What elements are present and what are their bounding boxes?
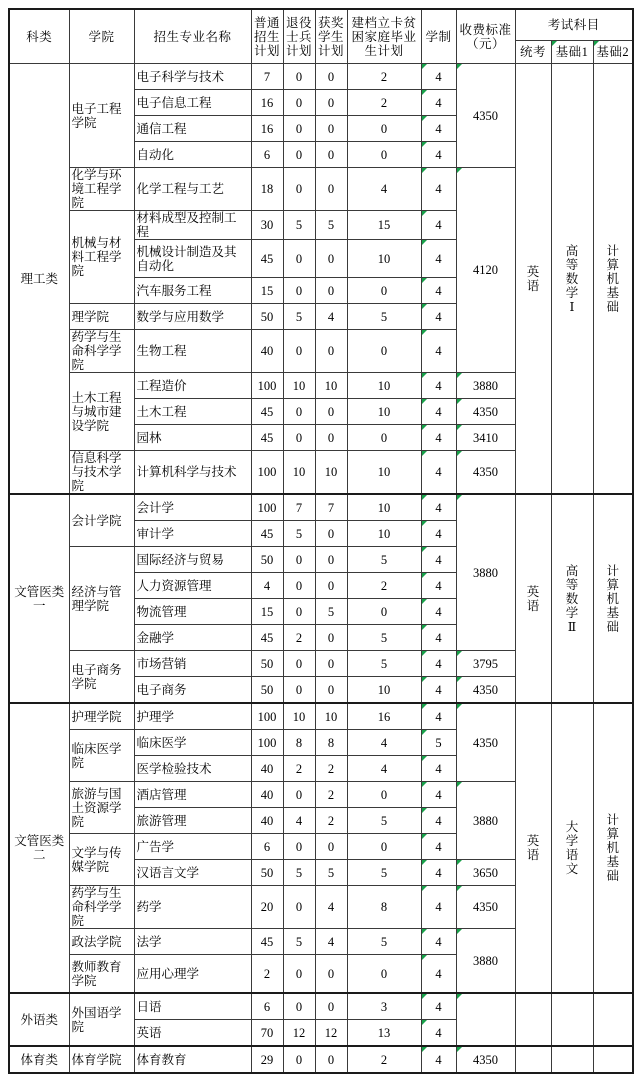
plan-award-cell: 0 (315, 142, 347, 168)
plan-award-cell: 10 (315, 451, 347, 495)
duration-cell: 4 (421, 399, 456, 425)
plan-general-cell: 40 (251, 756, 283, 782)
plan-veteran-cell: 2 (283, 625, 315, 651)
plan-poverty-cell: 13 (347, 1020, 421, 1047)
plan-general-cell: 40 (251, 808, 283, 834)
major-name-cell: 广告学 (134, 834, 251, 860)
plan-general-cell: 16 (251, 90, 283, 116)
plan-award-cell: 4 (315, 929, 347, 955)
plan-award-cell: 0 (315, 625, 347, 651)
plan-award-cell: 0 (315, 521, 347, 547)
header-exam-group: 考试科目 (515, 9, 633, 41)
major-name-cell: 日语 (134, 993, 251, 1020)
plan-general-cell: 16 (251, 116, 283, 142)
table-header (9, 9, 633, 64)
plan-poverty-cell: 5 (347, 651, 421, 677)
plan-veteran-cell: 0 (283, 240, 315, 278)
plan-veteran-cell: 0 (283, 547, 315, 573)
plan-award-cell: 0 (315, 425, 347, 451)
major-name-cell: 电子商务 (134, 677, 251, 704)
fee-cell: 4350 (456, 64, 515, 168)
table-row (9, 494, 633, 521)
college-cell: 理学院 (69, 304, 134, 330)
duration-cell: 4 (421, 90, 456, 116)
header-exam-base1: 基础1 (551, 41, 593, 64)
fee-cell: 4350 (456, 677, 515, 704)
duration-cell: 4 (421, 373, 456, 399)
category-cell-4: 体育类 (9, 1046, 69, 1073)
exam-base2-cell (593, 993, 633, 1046)
exam-unified-cell (515, 494, 551, 703)
plan-veteran-cell: 0 (283, 677, 315, 704)
plan-poverty-cell: 2 (347, 1046, 421, 1073)
exam-base2-cell (593, 64, 633, 495)
duration-cell: 4 (421, 886, 456, 929)
college-cell: 信息科学与技术学院 (69, 451, 134, 495)
plan-general-cell: 50 (251, 651, 283, 677)
duration-cell: 4 (421, 1046, 456, 1073)
plan-poverty-cell: 2 (347, 64, 421, 90)
plan-general-cell: 40 (251, 330, 283, 373)
plan-veteran-cell: 5 (283, 860, 315, 886)
college-cell: 电子工程学院 (69, 64, 134, 168)
plan-poverty-cell: 5 (347, 625, 421, 651)
plan-award-cell: 7 (315, 494, 347, 521)
plan-veteran-cell: 7 (283, 494, 315, 521)
plan-general-cell: 100 (251, 373, 283, 399)
header-college: 学院 (69, 9, 134, 64)
duration-cell: 4 (421, 756, 456, 782)
fee-cell: 4350 (456, 1046, 515, 1073)
招生计划表 (8, 8, 634, 1074)
table-row (9, 703, 633, 730)
duration-cell: 4 (421, 677, 456, 704)
duration-cell: 4 (421, 64, 456, 90)
fee-cell: 3880 (456, 373, 515, 399)
college-cell: 旅游与国土资源学院 (69, 782, 134, 834)
plan-veteran-cell: 5 (283, 929, 315, 955)
duration-cell: 4 (421, 240, 456, 278)
fee-cell (456, 993, 515, 1046)
table-row (9, 1046, 633, 1073)
plan-award-cell: 0 (315, 1046, 347, 1073)
plan-general-cell: 20 (251, 886, 283, 929)
plan-award-cell: 0 (315, 955, 347, 994)
exam-unified-cell (515, 993, 551, 1046)
plan-poverty-cell: 10 (347, 494, 421, 521)
duration-cell: 4 (421, 451, 456, 495)
fee-cell: 4120 (456, 168, 515, 373)
fee-cell: 4350 (456, 703, 515, 782)
duration-cell: 4 (421, 494, 456, 521)
plan-award-cell: 0 (315, 651, 347, 677)
plan-award-cell: 8 (315, 730, 347, 756)
vertical-text: 大学语文 (565, 820, 579, 876)
plan-veteran-cell: 5 (283, 211, 315, 240)
plan-general-cell: 100 (251, 703, 283, 730)
header-plan-veteran: 退役士兵计划 (283, 9, 315, 64)
major-name-cell: 计算机科学与技术 (134, 451, 251, 495)
plan-veteran-cell: 0 (283, 834, 315, 860)
plan-general-cell: 30 (251, 211, 283, 240)
plan-award-cell: 10 (315, 373, 347, 399)
major-name-cell: 药学 (134, 886, 251, 929)
major-name-cell: 电子信息工程 (134, 90, 251, 116)
plan-veteran-cell: 5 (283, 521, 315, 547)
duration-cell: 4 (421, 834, 456, 860)
category-cell-1: 文管医类一 (9, 494, 69, 703)
plan-poverty-cell: 3 (347, 993, 421, 1020)
fee-cell: 4350 (456, 399, 515, 425)
plan-poverty-cell: 5 (347, 929, 421, 955)
duration-cell: 4 (421, 168, 456, 211)
major-name-cell: 生物工程 (134, 330, 251, 373)
major-name-cell: 英语 (134, 1020, 251, 1047)
plan-award-cell: 0 (315, 547, 347, 573)
vertical-text: 高等数学Ⅱ (565, 563, 579, 634)
header-category: 科类 (9, 9, 69, 64)
table-row (9, 64, 633, 90)
plan-poverty-cell: 0 (347, 116, 421, 142)
plan-award-cell: 4 (315, 304, 347, 330)
table-body (9, 64, 633, 1074)
plan-veteran-cell: 12 (283, 1020, 315, 1047)
plan-veteran-cell: 10 (283, 373, 315, 399)
plan-award-cell: 2 (315, 808, 347, 834)
college-cell: 机械与材料工程学院 (69, 211, 134, 304)
plan-general-cell: 29 (251, 1046, 283, 1073)
plan-general-cell: 15 (251, 278, 283, 304)
duration-cell: 4 (421, 278, 456, 304)
major-name-cell: 通信工程 (134, 116, 251, 142)
plan-veteran-cell: 0 (283, 116, 315, 142)
fee-cell: 3880 (456, 929, 515, 994)
plan-veteran-cell: 0 (283, 573, 315, 599)
plan-award-cell: 2 (315, 782, 347, 808)
plan-poverty-cell: 10 (347, 677, 421, 704)
vertical-text: 英语 (526, 264, 540, 293)
major-name-cell: 汉语言文学 (134, 860, 251, 886)
plan-poverty-cell: 2 (347, 90, 421, 116)
major-name-cell: 机械设计制造及其自动化 (134, 240, 251, 278)
plan-general-cell: 45 (251, 240, 283, 278)
plan-veteran-cell: 8 (283, 730, 315, 756)
exam-unified-cell (515, 1046, 551, 1073)
plan-veteran-cell: 4 (283, 808, 315, 834)
plan-veteran-cell: 0 (283, 886, 315, 929)
duration-cell: 4 (421, 304, 456, 330)
plan-general-cell: 18 (251, 168, 283, 211)
major-name-cell: 酒店管理 (134, 782, 251, 808)
vertical-text: 英语 (526, 584, 540, 613)
vertical-text: 计算机基础 (606, 813, 619, 883)
category-cell-0: 理工类 (9, 64, 69, 495)
vertical-text: 计算机基础 (606, 563, 619, 634)
major-name-cell: 土木工程 (134, 399, 251, 425)
plan-general-cell: 100 (251, 494, 283, 521)
major-name-cell: 自动化 (134, 142, 251, 168)
major-name-cell: 工程造价 (134, 373, 251, 399)
exam-base2-cell (593, 494, 633, 703)
exam-unified-cell (515, 64, 551, 495)
fee-cell: 3410 (456, 425, 515, 451)
header-plan-poverty: 建档立卡贫困家庭毕业生计划 (347, 9, 421, 64)
college-cell: 会计学院 (69, 494, 134, 547)
plan-poverty-cell: 0 (347, 142, 421, 168)
category-cell-2: 文管医类二 (9, 703, 69, 993)
college-cell: 政法学院 (69, 929, 134, 955)
plan-award-cell: 0 (315, 168, 347, 211)
plan-general-cell: 45 (251, 929, 283, 955)
major-name-cell: 会计学 (134, 494, 251, 521)
header-plan-award: 获奖学生计划 (315, 9, 347, 64)
plan-poverty-cell: 0 (347, 955, 421, 994)
duration-cell: 4 (421, 211, 456, 240)
plan-poverty-cell: 0 (347, 278, 421, 304)
duration-cell: 4 (421, 703, 456, 730)
plan-veteran-cell: 2 (283, 756, 315, 782)
plan-poverty-cell: 0 (347, 330, 421, 373)
plan-award-cell: 0 (315, 993, 347, 1020)
duration-cell: 5 (421, 730, 456, 756)
duration-cell: 4 (421, 142, 456, 168)
plan-poverty-cell: 10 (347, 399, 421, 425)
major-name-cell: 数学与应用数学 (134, 304, 251, 330)
plan-veteran-cell: 0 (283, 1046, 315, 1073)
plan-veteran-cell: 0 (283, 651, 315, 677)
fee-cell: 3795 (456, 651, 515, 677)
plan-poverty-cell: 10 (347, 521, 421, 547)
duration-cell: 4 (421, 782, 456, 808)
plan-veteran-cell: 0 (283, 425, 315, 451)
plan-award-cell: 0 (315, 330, 347, 373)
plan-general-cell: 100 (251, 730, 283, 756)
exam-base2-cell (593, 703, 633, 993)
plan-general-cell: 45 (251, 521, 283, 547)
plan-award-cell: 10 (315, 703, 347, 730)
major-name-cell: 审计学 (134, 521, 251, 547)
college-cell: 外国语学院 (69, 993, 134, 1046)
plan-general-cell: 45 (251, 425, 283, 451)
duration-cell: 4 (421, 521, 456, 547)
major-name-cell: 汽车服务工程 (134, 278, 251, 304)
header-fee: 收费标准（元） (456, 9, 515, 64)
plan-poverty-cell: 5 (347, 547, 421, 573)
plan-poverty-cell: 0 (347, 782, 421, 808)
duration-cell: 4 (421, 808, 456, 834)
duration-cell: 4 (421, 330, 456, 373)
vertical-text: 计算机基础 (606, 243, 619, 314)
plan-general-cell: 2 (251, 955, 283, 994)
plan-veteran-cell: 0 (283, 90, 315, 116)
major-name-cell: 金融学 (134, 625, 251, 651)
major-name-cell: 市场营销 (134, 651, 251, 677)
plan-general-cell: 50 (251, 860, 283, 886)
plan-general-cell: 50 (251, 304, 283, 330)
header-exam-unified: 统考 (515, 41, 551, 64)
招生计划表-sheet (8, 8, 632, 1067)
plan-general-cell: 6 (251, 993, 283, 1020)
exam-base1-cell (551, 993, 593, 1046)
college-cell: 经济与管理学院 (69, 547, 134, 651)
fee-cell: 3650 (456, 860, 515, 886)
plan-award-cell: 0 (315, 240, 347, 278)
plan-award-cell: 0 (315, 90, 347, 116)
plan-award-cell: 5 (315, 211, 347, 240)
plan-poverty-cell: 0 (347, 425, 421, 451)
plan-poverty-cell: 0 (347, 834, 421, 860)
plan-poverty-cell: 10 (347, 451, 421, 495)
header-plan-general: 普通招生计划 (251, 9, 283, 64)
duration-cell: 4 (421, 599, 456, 625)
plan-award-cell: 2 (315, 756, 347, 782)
college-cell: 化学与环境工程学院 (69, 168, 134, 211)
major-name-cell: 电子科学与技术 (134, 64, 251, 90)
plan-general-cell: 15 (251, 599, 283, 625)
plan-poverty-cell: 4 (347, 730, 421, 756)
duration-cell: 4 (421, 651, 456, 677)
college-cell: 土木工程与城市建设学院 (69, 373, 134, 451)
plan-general-cell: 6 (251, 142, 283, 168)
plan-general-cell: 50 (251, 677, 283, 704)
plan-veteran-cell: 0 (283, 64, 315, 90)
plan-poverty-cell: 5 (347, 304, 421, 330)
vertical-text: 高等数学Ⅰ (565, 243, 579, 314)
exam-base1-cell (551, 64, 593, 495)
major-name-cell: 旅游管理 (134, 808, 251, 834)
plan-poverty-cell: 4 (347, 756, 421, 782)
plan-general-cell: 4 (251, 573, 283, 599)
plan-veteran-cell: 5 (283, 304, 315, 330)
header-major: 招生专业名称 (134, 9, 251, 64)
plan-award-cell: 0 (315, 278, 347, 304)
duration-cell: 4 (421, 955, 456, 994)
fee-cell: 4350 (456, 451, 515, 495)
fee-cell: 3880 (456, 782, 515, 860)
duration-cell: 4 (421, 573, 456, 599)
major-name-cell: 化学工程与工艺 (134, 168, 251, 211)
major-name-cell: 材料成型及控制工程 (134, 211, 251, 240)
table-row (9, 993, 633, 1020)
plan-poverty-cell: 10 (347, 240, 421, 278)
major-name-cell: 法学 (134, 929, 251, 955)
duration-cell: 4 (421, 116, 456, 142)
header-duration: 学制 (421, 9, 456, 64)
college-cell: 药学与生命科学学院 (69, 886, 134, 929)
plan-poverty-cell: 5 (347, 860, 421, 886)
college-cell: 体育学院 (69, 1046, 134, 1073)
major-name-cell: 医学检验技术 (134, 756, 251, 782)
plan-award-cell: 5 (315, 860, 347, 886)
plan-general-cell: 6 (251, 834, 283, 860)
plan-award-cell: 0 (315, 677, 347, 704)
major-name-cell: 体育教育 (134, 1046, 251, 1073)
college-cell: 护理学院 (69, 703, 134, 730)
plan-veteran-cell: 0 (283, 599, 315, 625)
category-cell-3: 外语类 (9, 993, 69, 1046)
plan-award-cell: 0 (315, 573, 347, 599)
plan-award-cell: 0 (315, 399, 347, 425)
plan-poverty-cell: 2 (347, 573, 421, 599)
plan-poverty-cell: 8 (347, 886, 421, 929)
plan-general-cell: 7 (251, 64, 283, 90)
plan-veteran-cell: 0 (283, 399, 315, 425)
plan-poverty-cell: 0 (347, 599, 421, 625)
plan-veteran-cell: 10 (283, 451, 315, 495)
plan-poverty-cell: 5 (347, 808, 421, 834)
plan-poverty-cell: 10 (347, 373, 421, 399)
fee-cell: 4350 (456, 886, 515, 929)
duration-cell: 4 (421, 625, 456, 651)
major-name-cell: 国际经济与贸易 (134, 547, 251, 573)
college-cell: 教师教育学院 (69, 955, 134, 994)
plan-veteran-cell: 0 (283, 330, 315, 373)
plan-general-cell: 40 (251, 782, 283, 808)
plan-veteran-cell: 0 (283, 168, 315, 211)
vertical-text: 英语 (526, 834, 540, 862)
duration-cell: 4 (421, 860, 456, 886)
college-cell: 药学与生命科学学院 (69, 330, 134, 373)
plan-award-cell: 0 (315, 834, 347, 860)
plan-veteran-cell: 0 (283, 278, 315, 304)
plan-poverty-cell: 16 (347, 703, 421, 730)
fee-cell: 3880 (456, 494, 515, 651)
major-name-cell: 护理学 (134, 703, 251, 730)
plan-veteran-cell: 0 (283, 993, 315, 1020)
plan-poverty-cell: 15 (347, 211, 421, 240)
duration-cell: 4 (421, 1020, 456, 1047)
major-name-cell: 应用心理学 (134, 955, 251, 994)
plan-award-cell: 5 (315, 599, 347, 625)
plan-veteran-cell: 10 (283, 703, 315, 730)
plan-poverty-cell: 4 (347, 168, 421, 211)
duration-cell: 4 (421, 929, 456, 955)
exam-base1-cell (551, 703, 593, 993)
plan-award-cell: 12 (315, 1020, 347, 1047)
college-cell: 临床医学院 (69, 730, 134, 782)
major-name-cell: 临床医学 (134, 730, 251, 756)
plan-general-cell: 100 (251, 451, 283, 495)
plan-award-cell: 4 (315, 886, 347, 929)
college-cell: 电子商务学院 (69, 651, 134, 704)
college-cell: 文学与传媒学院 (69, 834, 134, 886)
duration-cell: 4 (421, 993, 456, 1020)
duration-cell: 4 (421, 547, 456, 573)
exam-base1-cell (551, 1046, 593, 1073)
exam-base1-cell (551, 494, 593, 703)
duration-cell: 4 (421, 425, 456, 451)
major-name-cell: 园林 (134, 425, 251, 451)
exam-base2-cell (593, 1046, 633, 1073)
plan-general-cell: 45 (251, 625, 283, 651)
plan-general-cell: 70 (251, 1020, 283, 1047)
plan-veteran-cell: 0 (283, 955, 315, 994)
plan-general-cell: 50 (251, 547, 283, 573)
major-name-cell: 物流管理 (134, 599, 251, 625)
plan-general-cell: 45 (251, 399, 283, 425)
major-name-cell: 人力资源管理 (134, 573, 251, 599)
header-exam-base2: 基础2 (593, 41, 633, 64)
plan-veteran-cell: 0 (283, 782, 315, 808)
plan-veteran-cell: 0 (283, 142, 315, 168)
plan-award-cell: 0 (315, 116, 347, 142)
plan-award-cell: 0 (315, 64, 347, 90)
exam-unified-cell (515, 703, 551, 993)
